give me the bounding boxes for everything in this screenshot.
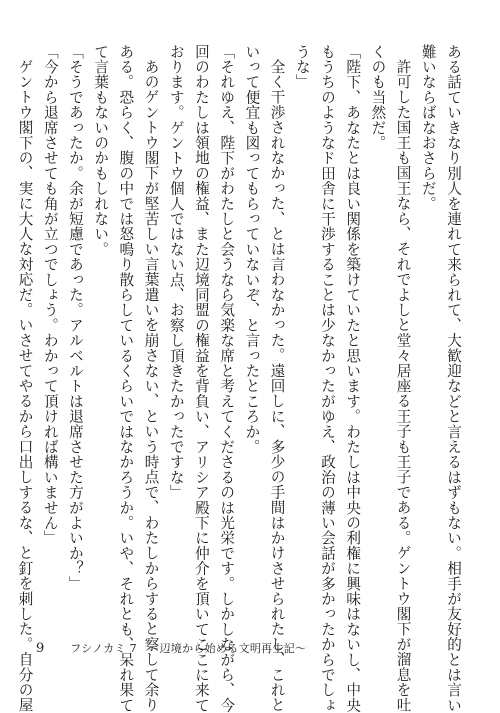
text-column: ゲントウ閣下の、実に大人な対応だ。いさせてやるから口出しするな、と釘を刺した。自分の屋	[16, 58, 34, 713]
text-column: 「それゆえ、陛下がわたしと会うなら気楽な席と考えてくださるのは光栄です。しかしながら、今	[218, 44, 236, 713]
page-number: 9	[36, 641, 45, 656]
book-title: フシノカミ 7 ～辺境から始める文明再生記～	[70, 642, 307, 655]
text-column: て言葉もないのかもしれない。	[92, 44, 110, 257]
text-column: 「陛下、あなたとは良い関係を築けていたと思います。わたしは中央の利権に興味はないし、中央	[344, 44, 362, 713]
text-column: くのも当然だ。	[369, 44, 387, 151]
text-column: ある話ていきなり別人を連れて来られて、大歓迎などと言えるはずもない。相手が友好的とは言い	[445, 44, 462, 713]
text-column: 許可した国王も国王なら、それでよしと堂々居座る王子も王子である。ゲントウ閣下が溜息を吐	[394, 58, 412, 713]
text-column: うな」	[293, 44, 311, 90]
text-column: いって便宜も図ってもらっていないぞ、と言ったところか。	[243, 44, 261, 455]
text-column: 全く干渉されなかった、とは言わなかった。遠回しに、多少の手間はかけさせられたし、これと	[268, 58, 286, 713]
text-column: ある。恐らく、腹の中では怒鳴り散らしているくらいではなかろうか。いや、それとも、呆れ果て	[117, 44, 135, 713]
text-column: もうちのようなド田舎に干渉することは少なかったがゆえ、政治の薄い会話が多かったからでしょ	[318, 44, 336, 713]
text-column: 「そうであったか。余が短慮であった。アルベルトは退席させた方がよいか？」	[66, 44, 84, 592]
text-column: 難いならばなおさらだ。	[419, 44, 437, 212]
page-footer	[36, 640, 306, 656]
text-column: 回のわたしは領地の権益、また辺境同盟の権益を背負い、アリシア殿下に仲介を頂いてここに来て	[192, 44, 210, 713]
text-column: 「今から退席させても角が立つでしょう。わかって頂ければ構いません」	[41, 44, 59, 546]
text-column: あのゲントウ閣下が堅苦しい言葉遣いを崩さない、という時点で、わたしからすると察して余り	[142, 58, 160, 713]
text-column: おります。ゲントウ個人ではない点、お察し頂きたかったですな」	[167, 44, 185, 500]
